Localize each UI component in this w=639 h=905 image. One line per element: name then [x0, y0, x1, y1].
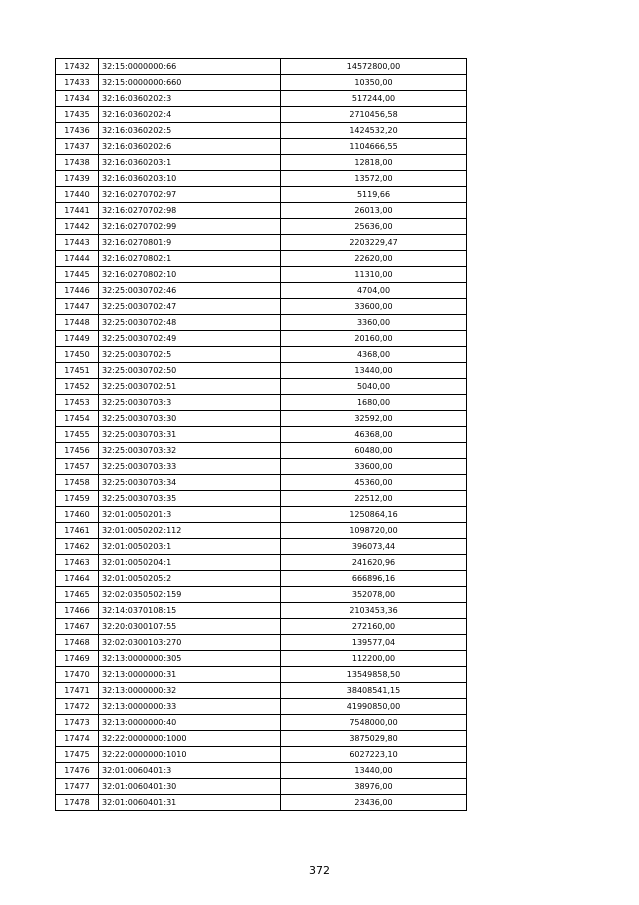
cadastral-number-cell: 32:25:0030702:51: [99, 379, 281, 395]
cadastral-number-cell: 32:25:0030703:3: [99, 395, 281, 411]
cadastral-value-table: [55, 58, 467, 811]
table-row: [56, 651, 467, 667]
cadastral-value-cell: 2203229,47: [281, 235, 467, 251]
cadastral-value-cell: 1680,00: [281, 395, 467, 411]
cadastral-value-cell: 13572,00: [281, 171, 467, 187]
cadastral-number-cell: 32:25:0030702:5: [99, 347, 281, 363]
table-row: [56, 747, 467, 763]
row-number-cell: 17473: [56, 715, 99, 731]
cadastral-number-cell: 32:01:0060401:3: [99, 763, 281, 779]
row-number-cell: 17457: [56, 459, 99, 475]
cadastral-number-cell: 32:25:0030703:30: [99, 411, 281, 427]
cadastral-number-cell: 32:16:0270802:10: [99, 267, 281, 283]
cadastral-number-cell: 32:16:0270702:97: [99, 187, 281, 203]
row-number-cell: 17471: [56, 683, 99, 699]
table-row: [56, 91, 467, 107]
cadastral-value-cell: 666896,16: [281, 571, 467, 587]
table-row: [56, 491, 467, 507]
row-number-cell: 17459: [56, 491, 99, 507]
table-row: [56, 299, 467, 315]
cadastral-number-cell: 32:25:0030703:35: [99, 491, 281, 507]
table-row: [56, 155, 467, 171]
table-row: [56, 123, 467, 139]
cadastral-value-cell: 13440,00: [281, 363, 467, 379]
row-number-cell: 17433: [56, 75, 99, 91]
cadastral-value-cell: 38408541,15: [281, 683, 467, 699]
cadastral-number-cell: 32:13:0000000:305: [99, 651, 281, 667]
table-row: [56, 699, 467, 715]
row-number-cell: 17460: [56, 507, 99, 523]
table-row: [56, 603, 467, 619]
cadastral-number-cell: 32:16:0360203:1: [99, 155, 281, 171]
row-number-cell: 17447: [56, 299, 99, 315]
table-row: [56, 235, 467, 251]
table-row: [56, 427, 467, 443]
row-number-cell: 17468: [56, 635, 99, 651]
cadastral-value-cell: 5119,66: [281, 187, 467, 203]
table-row: [56, 683, 467, 699]
row-number-cell: 17441: [56, 203, 99, 219]
cadastral-value-cell: 2710456,58: [281, 107, 467, 123]
cadastral-value-cell: 3360,00: [281, 315, 467, 331]
cadastral-number-cell: 32:25:0030702:50: [99, 363, 281, 379]
cadastral-value-cell: 13549858,50: [281, 667, 467, 683]
cadastral-value-cell: 3875029,80: [281, 731, 467, 747]
cadastral-value-cell: 38976,00: [281, 779, 467, 795]
cadastral-number-cell: 32:25:0030702:49: [99, 331, 281, 347]
row-number-cell: 17461: [56, 523, 99, 539]
table-row: [56, 619, 467, 635]
table-row: [56, 779, 467, 795]
table-row: [56, 75, 467, 91]
table-row: [56, 171, 467, 187]
row-number-cell: 17464: [56, 571, 99, 587]
cadastral-number-cell: 32:16:0360202:5: [99, 123, 281, 139]
table-row: [56, 635, 467, 651]
cadastral-value-cell: 4704,00: [281, 283, 467, 299]
row-number-cell: 17446: [56, 283, 99, 299]
row-number-cell: 17449: [56, 331, 99, 347]
cadastral-number-cell: 32:20:0300107:55: [99, 619, 281, 635]
cadastral-number-cell: 32:16:0360202:3: [99, 91, 281, 107]
row-number-cell: 17470: [56, 667, 99, 683]
cadastral-value-cell: 60480,00: [281, 443, 467, 459]
cadastral-value-cell: 33600,00: [281, 459, 467, 475]
cadastral-value-cell: 25636,00: [281, 219, 467, 235]
table-row: [56, 715, 467, 731]
row-number-cell: 17454: [56, 411, 99, 427]
table-row: [56, 411, 467, 427]
table-row: [56, 667, 467, 683]
cadastral-number-cell: 32:01:0050205:2: [99, 571, 281, 587]
cadastral-number-cell: 32:13:0000000:33: [99, 699, 281, 715]
table-row: [56, 795, 467, 811]
row-number-cell: 17466: [56, 603, 99, 619]
cadastral-value-cell: 1098720,00: [281, 523, 467, 539]
row-number-cell: 17477: [56, 779, 99, 795]
row-number-cell: 17443: [56, 235, 99, 251]
cadastral-value-cell: 7548000,00: [281, 715, 467, 731]
cadastral-number-cell: 32:02:0350502:159: [99, 587, 281, 603]
row-number-cell: 17463: [56, 555, 99, 571]
cadastral-value-cell: 4368,00: [281, 347, 467, 363]
row-number-cell: 17450: [56, 347, 99, 363]
cadastral-value-cell: 517244,00: [281, 91, 467, 107]
table-row: [56, 363, 467, 379]
cadastral-number-cell: 32:13:0000000:32: [99, 683, 281, 699]
row-number-cell: 17436: [56, 123, 99, 139]
cadastral-value-cell: 26013,00: [281, 203, 467, 219]
table-row: [56, 459, 467, 475]
table-row: [56, 475, 467, 491]
cadastral-number-cell: 32:16:0360203:10: [99, 171, 281, 187]
table-row: [56, 203, 467, 219]
table-row: [56, 331, 467, 347]
table-body: [56, 59, 467, 811]
table-row: [56, 379, 467, 395]
cadastral-number-cell: 32:14:0370108:15: [99, 603, 281, 619]
table-row: [56, 395, 467, 411]
cadastral-number-cell: 32:15:0000000:66: [99, 59, 281, 75]
cadastral-number-cell: 32:13:0000000:31: [99, 667, 281, 683]
cadastral-value-cell: 22512,00: [281, 491, 467, 507]
row-number-cell: 17472: [56, 699, 99, 715]
cadastral-value-cell: 139577,04: [281, 635, 467, 651]
row-number-cell: 17434: [56, 91, 99, 107]
table-row: [56, 555, 467, 571]
row-number-cell: 17469: [56, 651, 99, 667]
cadastral-number-cell: 32:16:0360202:6: [99, 139, 281, 155]
cadastral-value-cell: 6027223,10: [281, 747, 467, 763]
cadastral-number-cell: 32:22:0000000:1000: [99, 731, 281, 747]
row-number-cell: 17456: [56, 443, 99, 459]
cadastral-number-cell: 32:16:0270702:98: [99, 203, 281, 219]
cadastral-number-cell: 32:16:0270802:1: [99, 251, 281, 267]
cadastral-number-cell: 32:13:0000000:40: [99, 715, 281, 731]
table-row: [56, 539, 467, 555]
table-row: [56, 571, 467, 587]
cadastral-number-cell: 32:01:0050204:1: [99, 555, 281, 571]
cadastral-value-cell: 20160,00: [281, 331, 467, 347]
cadastral-number-cell: 32:25:0030703:34: [99, 475, 281, 491]
table-row: [56, 283, 467, 299]
table-row: [56, 187, 467, 203]
row-number-cell: 17453: [56, 395, 99, 411]
row-number-cell: 17444: [56, 251, 99, 267]
table-row: [56, 507, 467, 523]
table-row: [56, 267, 467, 283]
cadastral-value-cell: 352078,00: [281, 587, 467, 603]
cadastral-number-cell: 32:25:0030702:47: [99, 299, 281, 315]
cadastral-value-cell: 45360,00: [281, 475, 467, 491]
cadastral-value-cell: 1104666,55: [281, 139, 467, 155]
cadastral-number-cell: 32:01:0050203:1: [99, 539, 281, 555]
cadastral-value-cell: 22620,00: [281, 251, 467, 267]
row-number-cell: 17455: [56, 427, 99, 443]
cadastral-number-cell: 32:15:0000000:660: [99, 75, 281, 91]
page-number: 372: [309, 864, 330, 877]
row-number-cell: 17448: [56, 315, 99, 331]
cadastral-number-cell: 32:25:0030703:31: [99, 427, 281, 443]
row-number-cell: 17458: [56, 475, 99, 491]
table-row: [56, 315, 467, 331]
cadastral-number-cell: 32:25:0030703:32: [99, 443, 281, 459]
cadastral-value-cell: 1250864,16: [281, 507, 467, 523]
row-number-cell: 17438: [56, 155, 99, 171]
row-number-cell: 17475: [56, 747, 99, 763]
cadastral-value-cell: 32592,00: [281, 411, 467, 427]
cadastral-value-cell: 272160,00: [281, 619, 467, 635]
table-row: [56, 139, 467, 155]
cadastral-value-cell: 112200,00: [281, 651, 467, 667]
cadastral-number-cell: 32:25:0030703:33: [99, 459, 281, 475]
cadastral-value-cell: 23436,00: [281, 795, 467, 811]
cadastral-value-cell: 5040,00: [281, 379, 467, 395]
cadastral-number-cell: 32:01:0060401:30: [99, 779, 281, 795]
row-number-cell: 17467: [56, 619, 99, 635]
cadastral-value-cell: 14572800,00: [281, 59, 467, 75]
cadastral-number-cell: 32:22:0000000:1010: [99, 747, 281, 763]
cadastral-number-cell: 32:01:0050202:112: [99, 523, 281, 539]
table-row: [56, 731, 467, 747]
row-number-cell: 17445: [56, 267, 99, 283]
row-number-cell: 17462: [56, 539, 99, 555]
table-row: [56, 347, 467, 363]
cadastral-value-cell: 241620,96: [281, 555, 467, 571]
row-number-cell: 17476: [56, 763, 99, 779]
cadastral-number-cell: 32:16:0270801:9: [99, 235, 281, 251]
cadastral-number-cell: 32:16:0360202:4: [99, 107, 281, 123]
row-number-cell: 17442: [56, 219, 99, 235]
table-row: [56, 251, 467, 267]
cadastral-value-cell: 11310,00: [281, 267, 467, 283]
row-number-cell: 17435: [56, 107, 99, 123]
cadastral-number-cell: 32:25:0030702:46: [99, 283, 281, 299]
table-row: [56, 763, 467, 779]
cadastral-number-cell: 32:01:0050201:3: [99, 507, 281, 523]
table-row: [56, 219, 467, 235]
table-row: [56, 587, 467, 603]
cadastral-value-cell: 396073,44: [281, 539, 467, 555]
table-row: [56, 107, 467, 123]
cadastral-value-cell: 13440,00: [281, 763, 467, 779]
table-row: [56, 443, 467, 459]
cadastral-value-cell: 12818,00: [281, 155, 467, 171]
row-number-cell: 17432: [56, 59, 99, 75]
cadastral-value-cell: 46368,00: [281, 427, 467, 443]
cadastral-value-cell: 1424532,20: [281, 123, 467, 139]
cadastral-number-cell: 32:25:0030702:48: [99, 315, 281, 331]
cadastral-number-cell: 32:01:0060401:31: [99, 795, 281, 811]
cadastral-number-cell: 32:02:0300103:270: [99, 635, 281, 651]
table-row: [56, 59, 467, 75]
cadastral-value-cell: 10350,00: [281, 75, 467, 91]
row-number-cell: 17474: [56, 731, 99, 747]
row-number-cell: 17478: [56, 795, 99, 811]
cadastral-value-cell: 33600,00: [281, 299, 467, 315]
row-number-cell: 17452: [56, 379, 99, 395]
cadastral-value-cell: 41990850,00: [281, 699, 467, 715]
row-number-cell: 17439: [56, 171, 99, 187]
cadastral-number-cell: 32:16:0270702:99: [99, 219, 281, 235]
row-number-cell: 17437: [56, 139, 99, 155]
table-row: [56, 523, 467, 539]
cadastral-value-cell: 2103453,36: [281, 603, 467, 619]
row-number-cell: 17465: [56, 587, 99, 603]
row-number-cell: 17451: [56, 363, 99, 379]
row-number-cell: 17440: [56, 187, 99, 203]
